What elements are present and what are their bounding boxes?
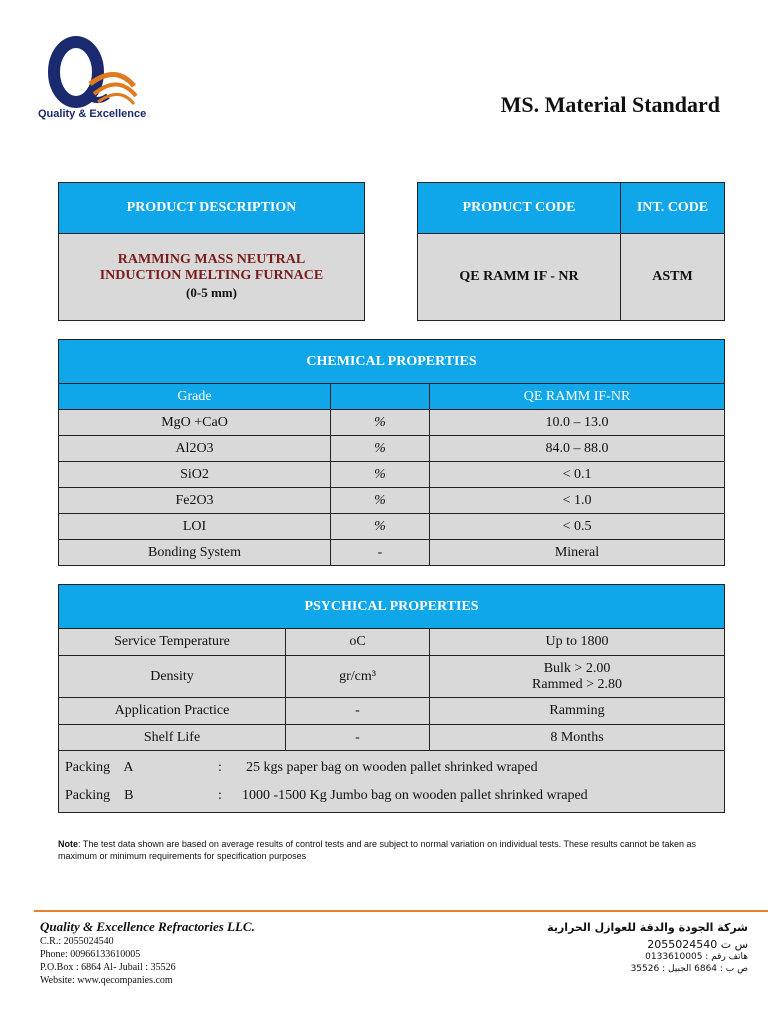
note-label: Note bbox=[58, 839, 78, 849]
density-rammed: Rammed > 2.80 bbox=[532, 676, 622, 692]
density-bulk: Bulk > 2.00 bbox=[543, 660, 611, 676]
note-text: : The test data shown are based on average results of control tests and are subject to normal variation on individual tests. These results cannot be taken as maximum or minimum requirements for specification purposes bbox=[58, 839, 697, 861]
property-name: LOI bbox=[59, 514, 331, 540]
property-value: < 0.5 bbox=[430, 514, 725, 540]
property-value: 8 Months bbox=[430, 725, 725, 751]
chemical-properties-header: CHEMICAL PROPERTIES bbox=[59, 340, 725, 384]
property-unit: gr/cm³ bbox=[286, 656, 430, 698]
note-paragraph bbox=[58, 838, 728, 862]
property-name: Fe2O3 bbox=[59, 488, 331, 514]
footer-company-name: Quality & Excellence Refractories LLC. bbox=[40, 919, 255, 934]
footer-arabic-phone: هاتف رقم : 0133610005 bbox=[645, 952, 748, 962]
int-code-value: ASTM bbox=[621, 234, 725, 321]
property-name: Density bbox=[59, 656, 286, 698]
table-row bbox=[59, 656, 725, 698]
property-unit: - bbox=[286, 725, 430, 751]
table-row bbox=[59, 629, 725, 656]
footer-arabic-pobox: ص ب : 6864 الجبيل : 35526 bbox=[630, 964, 748, 974]
table-row bbox=[59, 436, 725, 462]
packing-b-text: 1000 -1500 Kg Jumbo bag on wooden pallet shrinked wraped bbox=[242, 787, 588, 803]
property-name: Application Practice bbox=[59, 698, 286, 725]
property-unit: - bbox=[286, 698, 430, 725]
table-row bbox=[59, 540, 725, 566]
property-unit: % bbox=[331, 410, 430, 436]
chemical-properties-table bbox=[58, 339, 725, 566]
property-name: SiO2 bbox=[59, 462, 331, 488]
property-value: < 0.1 bbox=[430, 462, 725, 488]
footer-cr: C.R.: 2055024540 bbox=[40, 936, 114, 947]
table-row bbox=[59, 514, 725, 540]
description-line2: INDUCTION MELTING FURNACE bbox=[99, 268, 324, 283]
property-unit: % bbox=[331, 436, 430, 462]
document-title: MS. Material Standard bbox=[500, 92, 720, 117]
footer-divider bbox=[34, 910, 768, 912]
logo-text: Quality & Excellence bbox=[38, 108, 147, 120]
property-value: Up to 1800 bbox=[430, 629, 725, 656]
grade-column-header: Grade bbox=[59, 384, 331, 410]
description-size: (0-5 mm) bbox=[186, 285, 237, 300]
footer-website: Website: www.qecompanies.com bbox=[40, 975, 173, 986]
property-unit: - bbox=[331, 540, 430, 566]
property-value: Ramming bbox=[430, 698, 725, 725]
property-value: Mineral bbox=[430, 540, 725, 566]
property-unit: % bbox=[331, 462, 430, 488]
property-name: Shelf Life bbox=[59, 725, 286, 751]
packing-cell bbox=[59, 751, 725, 813]
physical-properties-header: PSYCHICAL PROPERTIES bbox=[59, 585, 725, 629]
packing-a-sep: : bbox=[218, 759, 222, 775]
product-description-header: PRODUCT DESCRIPTION bbox=[59, 183, 365, 234]
property-unit: % bbox=[331, 488, 430, 514]
property-unit: % bbox=[331, 514, 430, 540]
property-value: 84.0 – 88.0 bbox=[430, 436, 725, 462]
table-row bbox=[59, 488, 725, 514]
product-description-cell bbox=[59, 234, 365, 321]
property-name: Al2O3 bbox=[59, 436, 331, 462]
packing-b-label: Packing B bbox=[65, 787, 134, 803]
value-column-header: QE RAMM IF-NR bbox=[430, 384, 725, 410]
packing-a-label: Packing A bbox=[65, 759, 134, 775]
table-row bbox=[59, 410, 725, 436]
product-code-table bbox=[417, 182, 725, 321]
property-unit: oC bbox=[286, 629, 430, 656]
packing-b-sep: : bbox=[218, 787, 222, 803]
property-value: < 1.0 bbox=[430, 488, 725, 514]
property-value: 10.0 – 13.0 bbox=[430, 410, 725, 436]
property-name: MgO +CaO bbox=[59, 410, 331, 436]
property-name: Service Temperature bbox=[59, 629, 286, 656]
footer-arabic-cr: س ت 2055024540 bbox=[647, 938, 748, 951]
product-code-header: PRODUCT CODE bbox=[418, 183, 621, 234]
table-row bbox=[59, 698, 725, 725]
unit-column-header bbox=[331, 384, 430, 410]
product-description-table bbox=[58, 182, 365, 321]
property-name: Bonding System bbox=[59, 540, 331, 566]
product-code-value: QE RAMM IF - NR bbox=[418, 234, 621, 321]
table-row bbox=[59, 462, 725, 488]
footer-pobox: P.O.Box : 6864 Al- Jubail : 35526 bbox=[40, 962, 176, 973]
footer-arabic-company: شركة الجودة والدقة للعوازل الحرارية bbox=[547, 921, 748, 934]
physical-properties-table bbox=[58, 584, 725, 813]
table-row bbox=[59, 725, 725, 751]
footer-phone: Phone: 00966133610005 bbox=[40, 949, 141, 960]
int-code-header: INT. CODE bbox=[621, 183, 725, 234]
packing-a-text: 25 kgs paper bag on wooden pallet shrinked wraped bbox=[246, 759, 538, 775]
packing-row bbox=[59, 751, 725, 813]
description-line1: RAMMING MASS NEUTRAL bbox=[117, 252, 306, 267]
property-value bbox=[430, 656, 725, 698]
